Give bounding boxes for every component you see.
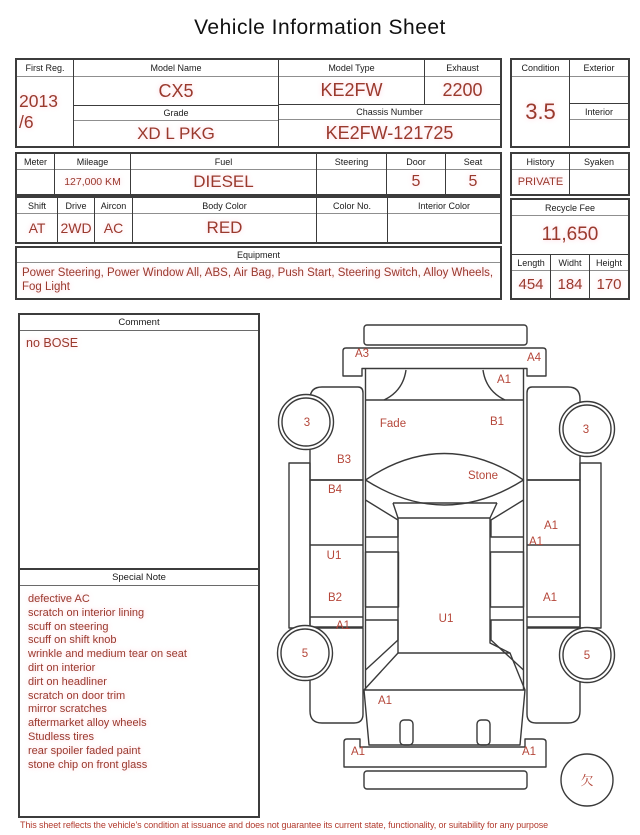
history-label: History	[512, 154, 569, 170]
front-lower-bar-shape	[364, 771, 527, 789]
meter-row-table	[15, 152, 502, 196]
history-value: PRIVATE	[517, 176, 564, 188]
special-note-item: dirt on headliner	[28, 675, 107, 688]
diagram-label-b3: B3	[336, 454, 352, 466]
diagram-label-stone: Stone	[467, 470, 499, 482]
body-color-label: Body Color	[133, 198, 316, 214]
drive-value: 2WD	[60, 220, 92, 236]
headlight-left-shape	[400, 720, 413, 745]
first-reg-label: First Reg.	[17, 60, 73, 77]
diagram-label-b1: B1	[489, 416, 505, 428]
special-note-item: mirror scratches	[28, 703, 107, 716]
special-note-item: defective AC	[28, 593, 90, 605]
condition-table	[510, 58, 630, 148]
height-label: Height	[590, 255, 628, 271]
widht-label: Widht	[551, 255, 589, 271]
interior-label: Interior	[570, 103, 628, 120]
mileage-cell	[55, 154, 131, 194]
exterior-interior-cell	[570, 60, 628, 146]
body-color-cell	[133, 198, 317, 242]
first-reg-year: 2013	[19, 90, 58, 111]
diagram-label-a3: A3	[354, 348, 370, 360]
condition-value: 3.5	[525, 98, 556, 124]
car-top-view	[270, 310, 640, 810]
comment-label: Comment	[20, 315, 258, 331]
length-value: 454	[518, 276, 544, 293]
diagram-label-a1-bumper-left: A1	[350, 746, 366, 758]
diagram-label-a1-right-2: A1	[528, 536, 544, 548]
fuel-label: Fuel	[131, 154, 316, 170]
rear-spoiler-shape	[364, 325, 527, 345]
exhaust-value: 2200	[442, 80, 483, 100]
recycle-dimensions-table	[510, 198, 630, 300]
rear-bumper-shape	[343, 348, 546, 376]
color-no-cell	[317, 198, 388, 242]
roof-shape	[366, 454, 524, 506]
special-note-item: scuff on shift knob	[28, 634, 117, 647]
syaken-label: Syaken	[570, 154, 628, 170]
shift-cell	[17, 198, 58, 242]
grade-value: XD L PKG	[137, 123, 215, 143]
page-title: Vehicle Information Sheet	[194, 16, 446, 39]
seat-label: Seat	[446, 154, 500, 170]
first-reg-value	[17, 77, 73, 146]
recycle-fee-cell	[512, 200, 628, 255]
diagram-label-a1-hood: A1	[377, 695, 393, 707]
syaken-cell	[570, 154, 628, 194]
special-note-section	[20, 568, 258, 816]
type-chassis-cell	[279, 60, 500, 146]
diagram-label-wheel-rr: 3	[582, 424, 590, 436]
special-note-label: Special Note	[20, 570, 258, 586]
comment-special-note-box	[18, 313, 260, 818]
model-type-value: KE2FW	[320, 80, 383, 100]
special-note-item: scratch on door trim	[28, 689, 126, 702]
diagram-label-a1-right-3: A1	[542, 592, 558, 604]
disclaimer-text: This sheet reflects the vehicle's condition at issuance and does not guarantee its current state, functionality, or suitability for any purpose	[20, 820, 549, 830]
right-sill-shape	[580, 463, 601, 628]
interior-color-label: Interior Color	[388, 198, 500, 214]
door-value: 5	[411, 173, 421, 190]
special-note-item: stone chip on front glass	[28, 758, 148, 771]
interior-value	[570, 120, 628, 146]
length-cell	[512, 255, 551, 298]
steering-value	[317, 170, 386, 194]
meter-cell	[17, 154, 55, 194]
special-note-item: scratch on interior lining	[28, 606, 145, 619]
comment-text: no BOSE	[26, 336, 79, 350]
equipment-table	[15, 246, 502, 300]
special-note-list	[20, 586, 258, 816]
interior-color-value	[388, 214, 500, 242]
aircon-label: Aircon	[95, 198, 132, 214]
body-color-value: RED	[206, 218, 243, 237]
diagram-label-spare-missing: 欠	[580, 773, 594, 788]
exterior-value	[570, 77, 628, 103]
diagram-label-rear-glass-a1: A1	[496, 374, 512, 386]
color-no-label: Color No.	[317, 198, 387, 214]
model-name-grade-cell	[74, 60, 279, 146]
right-door-panel-shape	[527, 480, 580, 627]
recycle-fee-label: Recycle Fee	[512, 200, 628, 216]
meter-value	[17, 170, 54, 194]
diagram-label-wheel-fl: 5	[301, 648, 309, 660]
syaken-value	[570, 170, 628, 194]
fuel-cell	[131, 154, 317, 194]
front-bumper-shape	[344, 739, 546, 767]
seat-cell	[446, 154, 500, 194]
left-sill-shape	[289, 463, 310, 628]
special-note-item: Studless tires	[28, 730, 95, 743]
chassis-label: Chassis Number	[279, 105, 500, 120]
headlight-right-shape	[477, 720, 490, 745]
steering-cell	[317, 154, 387, 194]
length-label: Length	[512, 255, 550, 271]
door-cell	[387, 154, 446, 194]
aircon-value: AC	[103, 220, 124, 236]
diagram-label-fade: Fade	[379, 418, 407, 430]
aircon-cell	[95, 198, 133, 242]
car-damage-diagram	[270, 310, 640, 810]
meter-label: Meter	[17, 154, 54, 170]
diagram-label-wheel-rl: 3	[303, 417, 311, 429]
interior-color-cell	[388, 198, 500, 242]
special-note-item: rear spoiler faded paint	[28, 744, 141, 757]
condition-cell	[512, 60, 570, 146]
condition-label: Condition	[512, 60, 569, 77]
widht-value: 184	[557, 276, 583, 293]
grade-label: Grade	[74, 105, 278, 121]
shift-value: AT	[28, 220, 46, 236]
equipment-text: Power Steering, Power Window All, ABS, Air Bag, Push Start, Steering Switch, Alloy Wheels, Fog Light	[22, 267, 494, 293]
fuel-value: DIESEL	[193, 172, 254, 191]
history-table	[510, 152, 630, 196]
diagram-label-a1-left-lower: A1	[335, 620, 351, 632]
exterior-label: Exterior	[570, 60, 628, 77]
diagram-label-wheel-fr: 5	[583, 650, 591, 662]
diagram-label-b4: B4	[327, 484, 343, 496]
equipment-label: Equipment	[17, 248, 500, 263]
shift-label: Shift	[17, 198, 57, 214]
diagram-label-a1-right-1: A1	[543, 520, 559, 532]
identity-table	[15, 58, 502, 148]
steering-label: Steering	[317, 154, 386, 170]
exhaust-cell	[425, 60, 500, 104]
diagram-label-u1-center: U1	[438, 613, 454, 625]
exhaust-label: Exhaust	[425, 60, 500, 77]
mileage-value: 127,000 KM	[64, 176, 121, 188]
model-name-value: CX5	[158, 80, 194, 101]
recycle-fee-value: 11,650	[541, 224, 599, 245]
diagram-label-b2: B2	[327, 592, 343, 604]
chassis-cell	[279, 104, 500, 146]
first-reg-month: /6	[19, 111, 34, 132]
widht-cell	[551, 255, 590, 298]
drive-cell	[58, 198, 95, 242]
diagram-label-a1-bumper-right: A1	[521, 746, 537, 758]
special-note-item: aftermarket alloy wheels	[28, 717, 147, 730]
history-cell	[512, 154, 570, 194]
diagram-label-u1-left: U1	[326, 550, 342, 562]
first-reg-cell	[17, 60, 74, 146]
door-label: Door	[387, 154, 445, 170]
color-no-value	[317, 214, 387, 242]
diagram-label-a4: A4	[526, 352, 542, 364]
height-value: 170	[596, 276, 622, 293]
special-note-item: wrinkle and medium tear on seat	[28, 648, 187, 661]
shift-row-table	[15, 196, 502, 244]
model-type-label: Model Type	[279, 60, 424, 77]
seat-value: 5	[468, 173, 478, 190]
height-cell	[590, 255, 628, 298]
model-type-cell	[279, 60, 425, 104]
chassis-value: KE2FW-121725	[325, 122, 454, 143]
mileage-label: Mileage	[55, 154, 130, 170]
underbody-shape	[398, 518, 510, 653]
special-note-item: dirt on interior	[28, 661, 96, 674]
special-note-item: scuff on steering	[28, 620, 109, 633]
drive-label: Drive	[58, 198, 94, 214]
model-name-label: Model Name	[74, 60, 278, 77]
